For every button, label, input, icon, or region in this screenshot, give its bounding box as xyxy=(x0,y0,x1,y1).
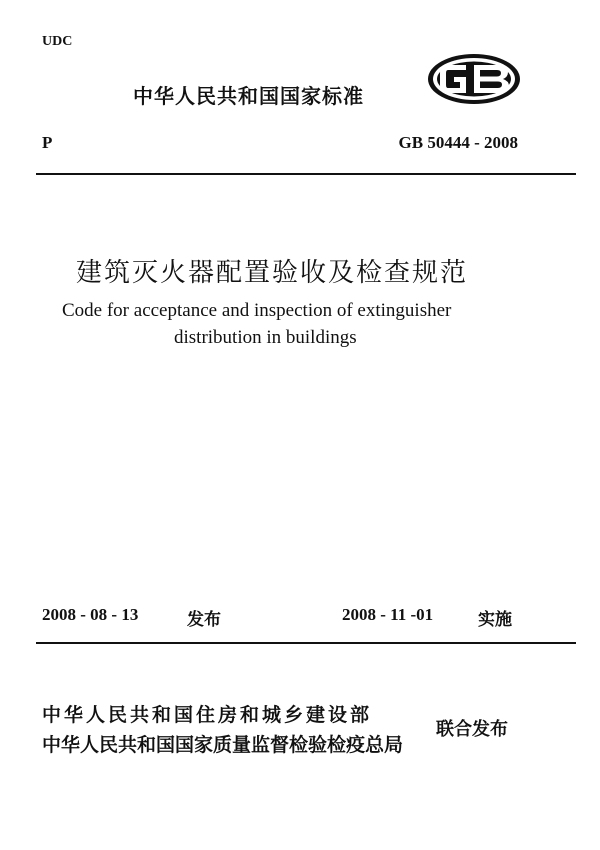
issue-date: 2008 - 08 - 13 xyxy=(42,605,139,624)
udc-label: UDC xyxy=(42,34,73,49)
issuer-aqsiq: 中华人民共和国国家质量监督检验检疫总局 xyxy=(42,734,404,756)
standard-type-title: 中华人民共和国国家标准 xyxy=(133,84,364,108)
joint-issue-label: 联合发布 xyxy=(436,719,508,740)
standard-code: GB 50444 - 2008 xyxy=(398,133,518,152)
issuer-ministry-housing: 中华人民共和国住房和城乡建设部 xyxy=(42,704,373,726)
issue-label: 发布 xyxy=(187,610,221,630)
title-english-line2: distribution in buildings xyxy=(174,327,357,348)
implement-date: 2008 - 11 -01 xyxy=(342,605,434,624)
implement-label: 实施 xyxy=(478,610,512,630)
category-label: P xyxy=(42,133,53,152)
header-divider xyxy=(36,173,576,175)
gb-logo xyxy=(426,52,522,106)
title-chinese: 建筑灭火器配置验收及检查规范 xyxy=(76,258,469,288)
title-english-line1: Code for acceptance and inspection of extinguisher xyxy=(62,300,452,321)
footer-divider xyxy=(36,642,576,644)
